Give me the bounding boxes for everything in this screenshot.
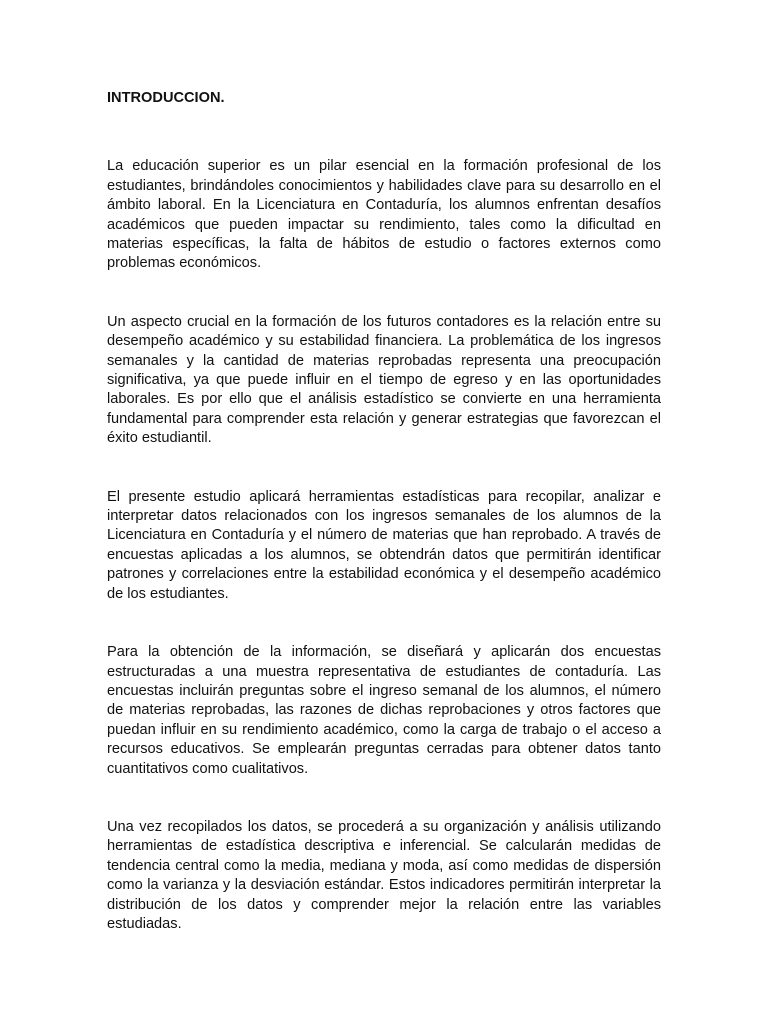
document-body: [107, 89, 661, 934]
paragraph-3: El presente estudio aplicará herramientas estadísticas para recopilar, analizar e interpretar datos relacionados con los ingresos semanales de los alumnos de la Licenciatura en Contaduría y el número de materias que han reprobado. A través de encuestas aplicadas a los alumnos, se obtendrán datos que permitirán identificar patrones y correlaciones entre la estabilidad económica y el desempeño académico de los estudiantes.: [107, 488, 661, 602]
spacer: [107, 274, 661, 313]
spacer: [107, 108, 661, 157]
paragraph-5: Una vez recopilados los datos, se procederá a su organización y análisis utilizando herramientas de estadística descriptiva e inferencial. Se calcularán medidas de tendencia central como la media, mediana y moda, así como medidas de dispersión como la varianza y la desviación estándar. Estos indicadores permitirán interpretar la distribución de los datos y comprender mejor la relación entre las variables estudiadas.: [107, 818, 661, 932]
spacer: [107, 604, 661, 643]
paragraph-2: Un aspecto crucial en la formación de los futuros contadores es la relación entre su desempeño académico y su estabilidad financiera. La problemática de los ingresos semanales y la cantidad de materias reprobadas representa una preocupación significativa, ya que puede influir en el tiempo de egreso y en las oportunidades laborales. Es por ello que el análisis estadístico se convierte en una herramienta fundamental para comprender esta relación y generar estrategias que favorezcan el éxito estudiantil.: [107, 313, 661, 447]
spacer: [107, 779, 661, 818]
spacer: [107, 449, 661, 488]
document-title: INTRODUCCION.: [107, 90, 225, 106]
paragraph-4: Para la obtención de la información, se diseñará y aplicarán dos encuestas estructuradas a una muestra representativa de estudiantes de contaduría. Las encuestas incluirán preguntas sobre el ingreso semanal de los alumnos, el número de materias reprobadas, las razones de dichas reprobaciones y otros factores que puedan influir en su rendimiento académico, como la carga de trabajo o el acceso a recursos educativos. Se emplearán preguntas cerradas para obtener datos tanto cuantitativos como cualitativos.: [107, 644, 661, 777]
paragraph-1: La educación superior es un pilar esencial en la formación profesional de los estudiantes, brindándoles conocimientos y habilidades clave para su desarrollo en el ámbito laboral. En la Licenciatura en Contaduría, los alumnos enfrentan desafíos académicos que pueden impactar su rendimiento, tales como la dificultad en materias específicas, la falta de hábitos de estudio o factores externos como problemas económicos.: [107, 158, 661, 272]
